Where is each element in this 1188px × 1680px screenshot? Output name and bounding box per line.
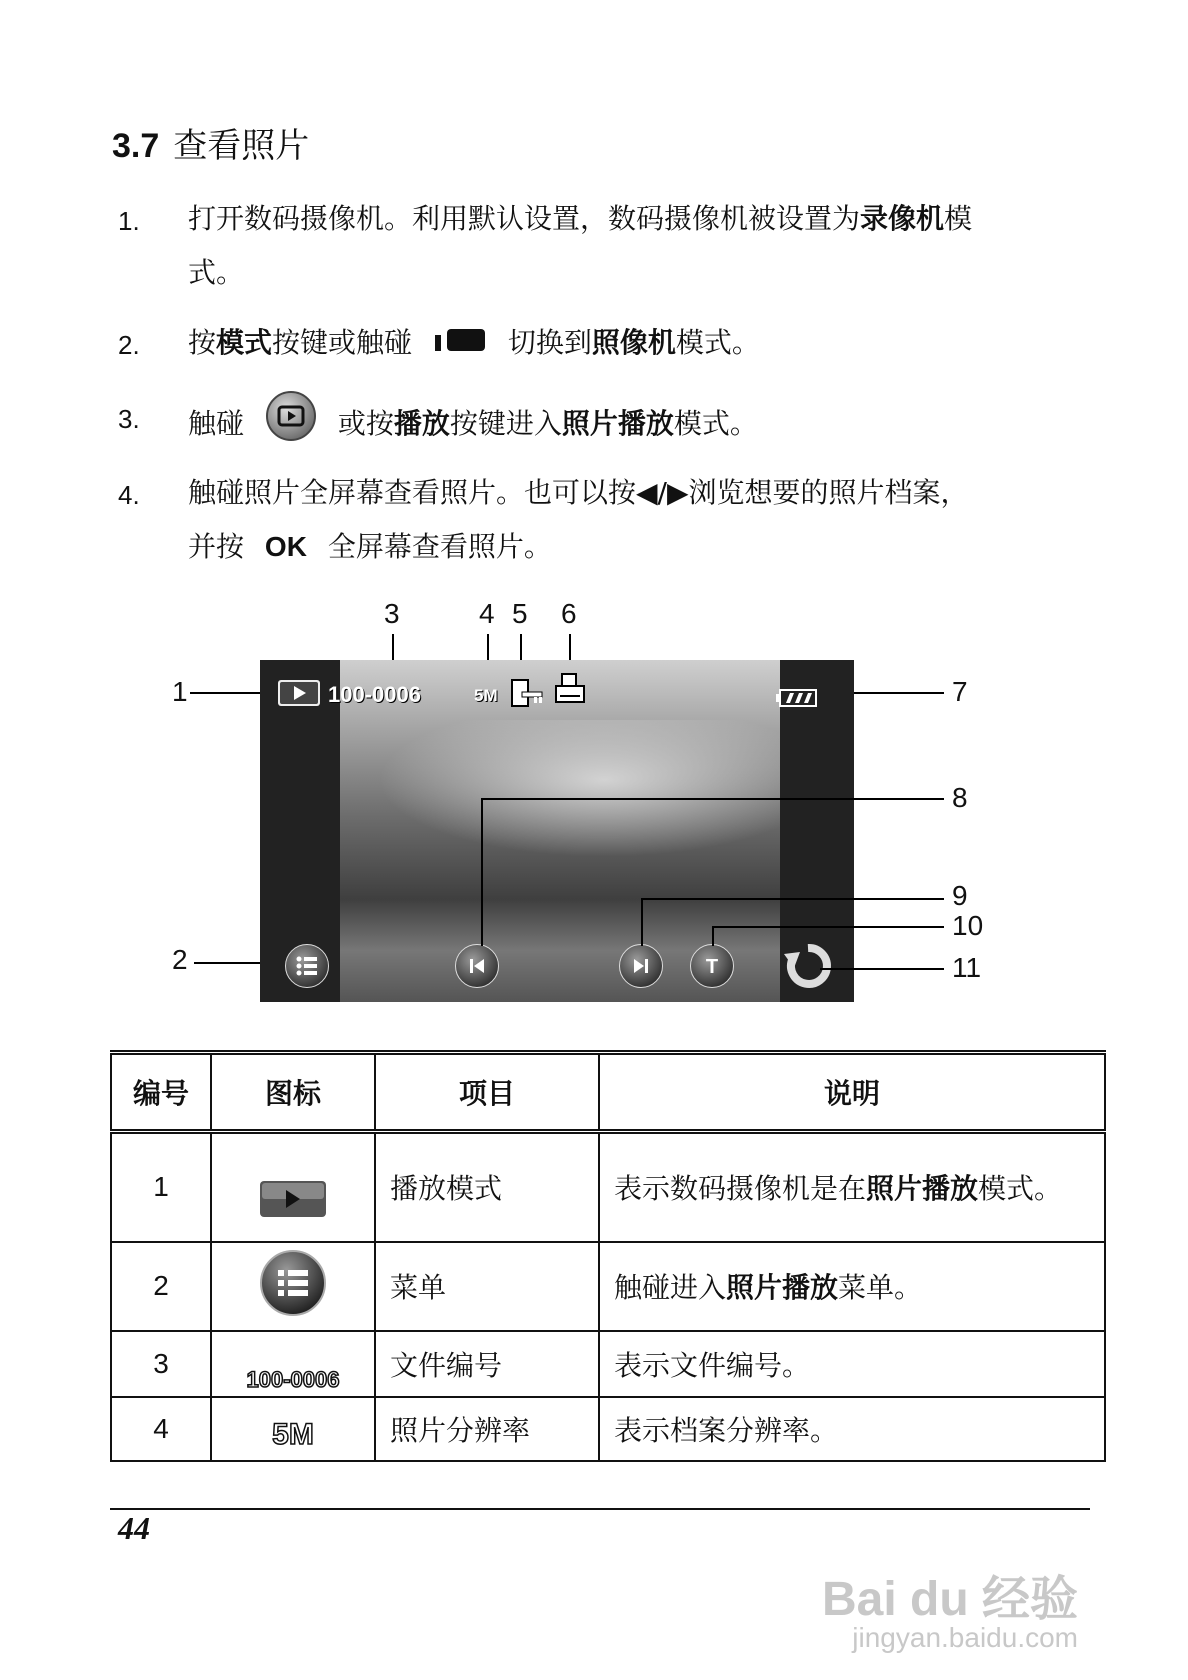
footer-rule	[110, 1508, 1090, 1510]
row-desc-a: 触碰进入	[614, 1271, 727, 1304]
step-3-a: 触碰	[188, 407, 245, 440]
step-2-text	[188, 316, 1088, 371]
row-number: 4	[111, 1397, 211, 1461]
step-1-text	[188, 192, 1088, 300]
menu-list-icon	[259, 1249, 327, 1317]
callout-1: 1	[172, 676, 188, 707]
callout-10: 10	[952, 910, 984, 941]
step-1-text-a: 打开数码摄像机。利用默认设置，数码摄像机被设置为	[188, 202, 861, 235]
row-icon-cell	[211, 1331, 375, 1397]
resolution-icon: 5M	[272, 1417, 314, 1451]
callout-4: 4	[479, 598, 495, 629]
row-item: 照片分辨率	[375, 1397, 599, 1461]
row-description: 表示文件编号。	[599, 1331, 1105, 1397]
row-number: 2	[111, 1242, 211, 1331]
step-2-f: 模式。	[675, 326, 760, 359]
step-2-b: 模式	[216, 326, 273, 359]
step-4-line2-c: 全屏幕查看照片。	[327, 530, 552, 563]
menu-list-icon	[286, 945, 328, 987]
section-number: 3.7	[112, 127, 160, 165]
header-description: 说明	[599, 1053, 1105, 1132]
callout-9-line	[641, 898, 944, 900]
step-3-text	[188, 390, 1088, 460]
step-4-line2-a: 并按	[188, 530, 245, 563]
step-4-number: 4.	[118, 480, 140, 510]
header-item: 项目	[375, 1053, 599, 1132]
watermark-url: jingyan.baidu.com	[852, 1622, 1078, 1653]
thumbnail-button[interactable]	[690, 944, 734, 988]
page-number: 44	[118, 1510, 150, 1546]
svg-text:T: T	[705, 956, 719, 978]
step-3-b: 或按	[337, 407, 394, 440]
callout-5: 5	[512, 598, 528, 629]
callout-3: 3	[384, 598, 400, 629]
table-row	[111, 1331, 1105, 1397]
camera-screen	[260, 660, 854, 1002]
step-4-line1: 触碰照片全屏幕查看照片。也可以按◀/▶浏览想要的照片档案，	[188, 476, 969, 509]
play-mode-icon	[278, 680, 320, 710]
callout-8-drop	[481, 798, 483, 946]
callout-11: 11	[952, 952, 982, 983]
row-number: 1	[111, 1132, 211, 1242]
step-1-text-c: 模	[944, 202, 973, 235]
row-item: 播放模式	[375, 1132, 599, 1242]
callout-7-line	[846, 692, 944, 694]
callout-10-line	[712, 926, 944, 928]
section-heading	[112, 118, 309, 167]
row-description	[599, 1132, 1105, 1242]
table-row	[111, 1397, 1105, 1461]
callout-9-drop	[641, 898, 643, 946]
previous-icon	[456, 945, 498, 987]
callout-9: 9	[952, 880, 968, 911]
row-desc-c: 菜单。	[838, 1271, 923, 1304]
callout-8: 8	[952, 782, 968, 813]
row-icon-cell	[211, 1397, 375, 1461]
step-3-number: 3.	[118, 404, 140, 434]
row-icon-cell	[211, 1132, 375, 1242]
step-2-a: 按	[188, 326, 217, 359]
row-description: 表示档案分辨率。	[599, 1397, 1105, 1461]
row-icon-cell	[211, 1242, 375, 1331]
ok-label: OK	[264, 531, 307, 562]
step-3-f: 模式。	[673, 407, 758, 440]
step-2-e: 照像机	[591, 326, 676, 359]
step-2-d: 切换到	[507, 326, 592, 359]
row-number: 3	[111, 1331, 211, 1397]
header-number: 编号	[111, 1053, 211, 1132]
step-4-text	[188, 466, 1088, 574]
menu-button[interactable]	[285, 944, 329, 988]
callout-11-line	[820, 968, 944, 970]
screen-resolution: 5M	[474, 686, 498, 705]
baidu-watermark: Bai du 经验	[821, 1573, 1078, 1626]
next-button[interactable]	[619, 944, 663, 988]
row-desc-c: 模式。	[978, 1172, 1063, 1206]
row-item: 文件编号	[375, 1331, 599, 1397]
table-row	[111, 1242, 1105, 1331]
table-header-row	[111, 1053, 1105, 1132]
next-icon	[620, 945, 662, 987]
table-row	[111, 1132, 1105, 1242]
play-mode-icon	[260, 1181, 326, 1217]
print-icon	[554, 672, 586, 710]
step-2-c: 按键或触碰	[272, 326, 413, 359]
t-icon	[691, 945, 733, 987]
callout-8-line	[481, 798, 944, 800]
step-3-d: 按键进入	[449, 407, 562, 440]
file-number-icon: 100-0006	[246, 1367, 340, 1392]
protect-key-icon	[510, 678, 544, 712]
icon-description-table	[110, 1050, 1106, 1462]
callout-6: 6	[561, 598, 577, 629]
screen-file-number: 100-0006	[328, 682, 421, 707]
row-desc-b: 照片播放	[866, 1172, 979, 1206]
step-3-e: 照片播放	[561, 407, 674, 440]
previous-button[interactable]	[455, 944, 499, 988]
row-description	[599, 1242, 1105, 1331]
row-desc-b: 照片播放	[726, 1271, 839, 1304]
callout-2: 2	[172, 944, 188, 975]
rotate-icon	[782, 940, 834, 992]
step-1-number: 1.	[118, 206, 140, 236]
step-1-line2: 式。	[188, 256, 245, 289]
playback-button-icon	[265, 390, 317, 460]
section-title: 查看照片	[173, 126, 310, 166]
step-3-c: 播放	[393, 407, 450, 440]
row-desc-a: 表示数码摄像机是在	[614, 1172, 867, 1206]
step-2-number: 2.	[118, 330, 140, 360]
step-1-bold: 录像机	[860, 202, 945, 235]
row-item: 菜单	[375, 1242, 599, 1331]
battery-icon	[776, 688, 820, 712]
header-icon: 图标	[211, 1053, 375, 1132]
callout-7: 7	[952, 676, 968, 707]
callout-10-drop	[712, 926, 714, 946]
camera-mode-icon	[433, 317, 487, 371]
